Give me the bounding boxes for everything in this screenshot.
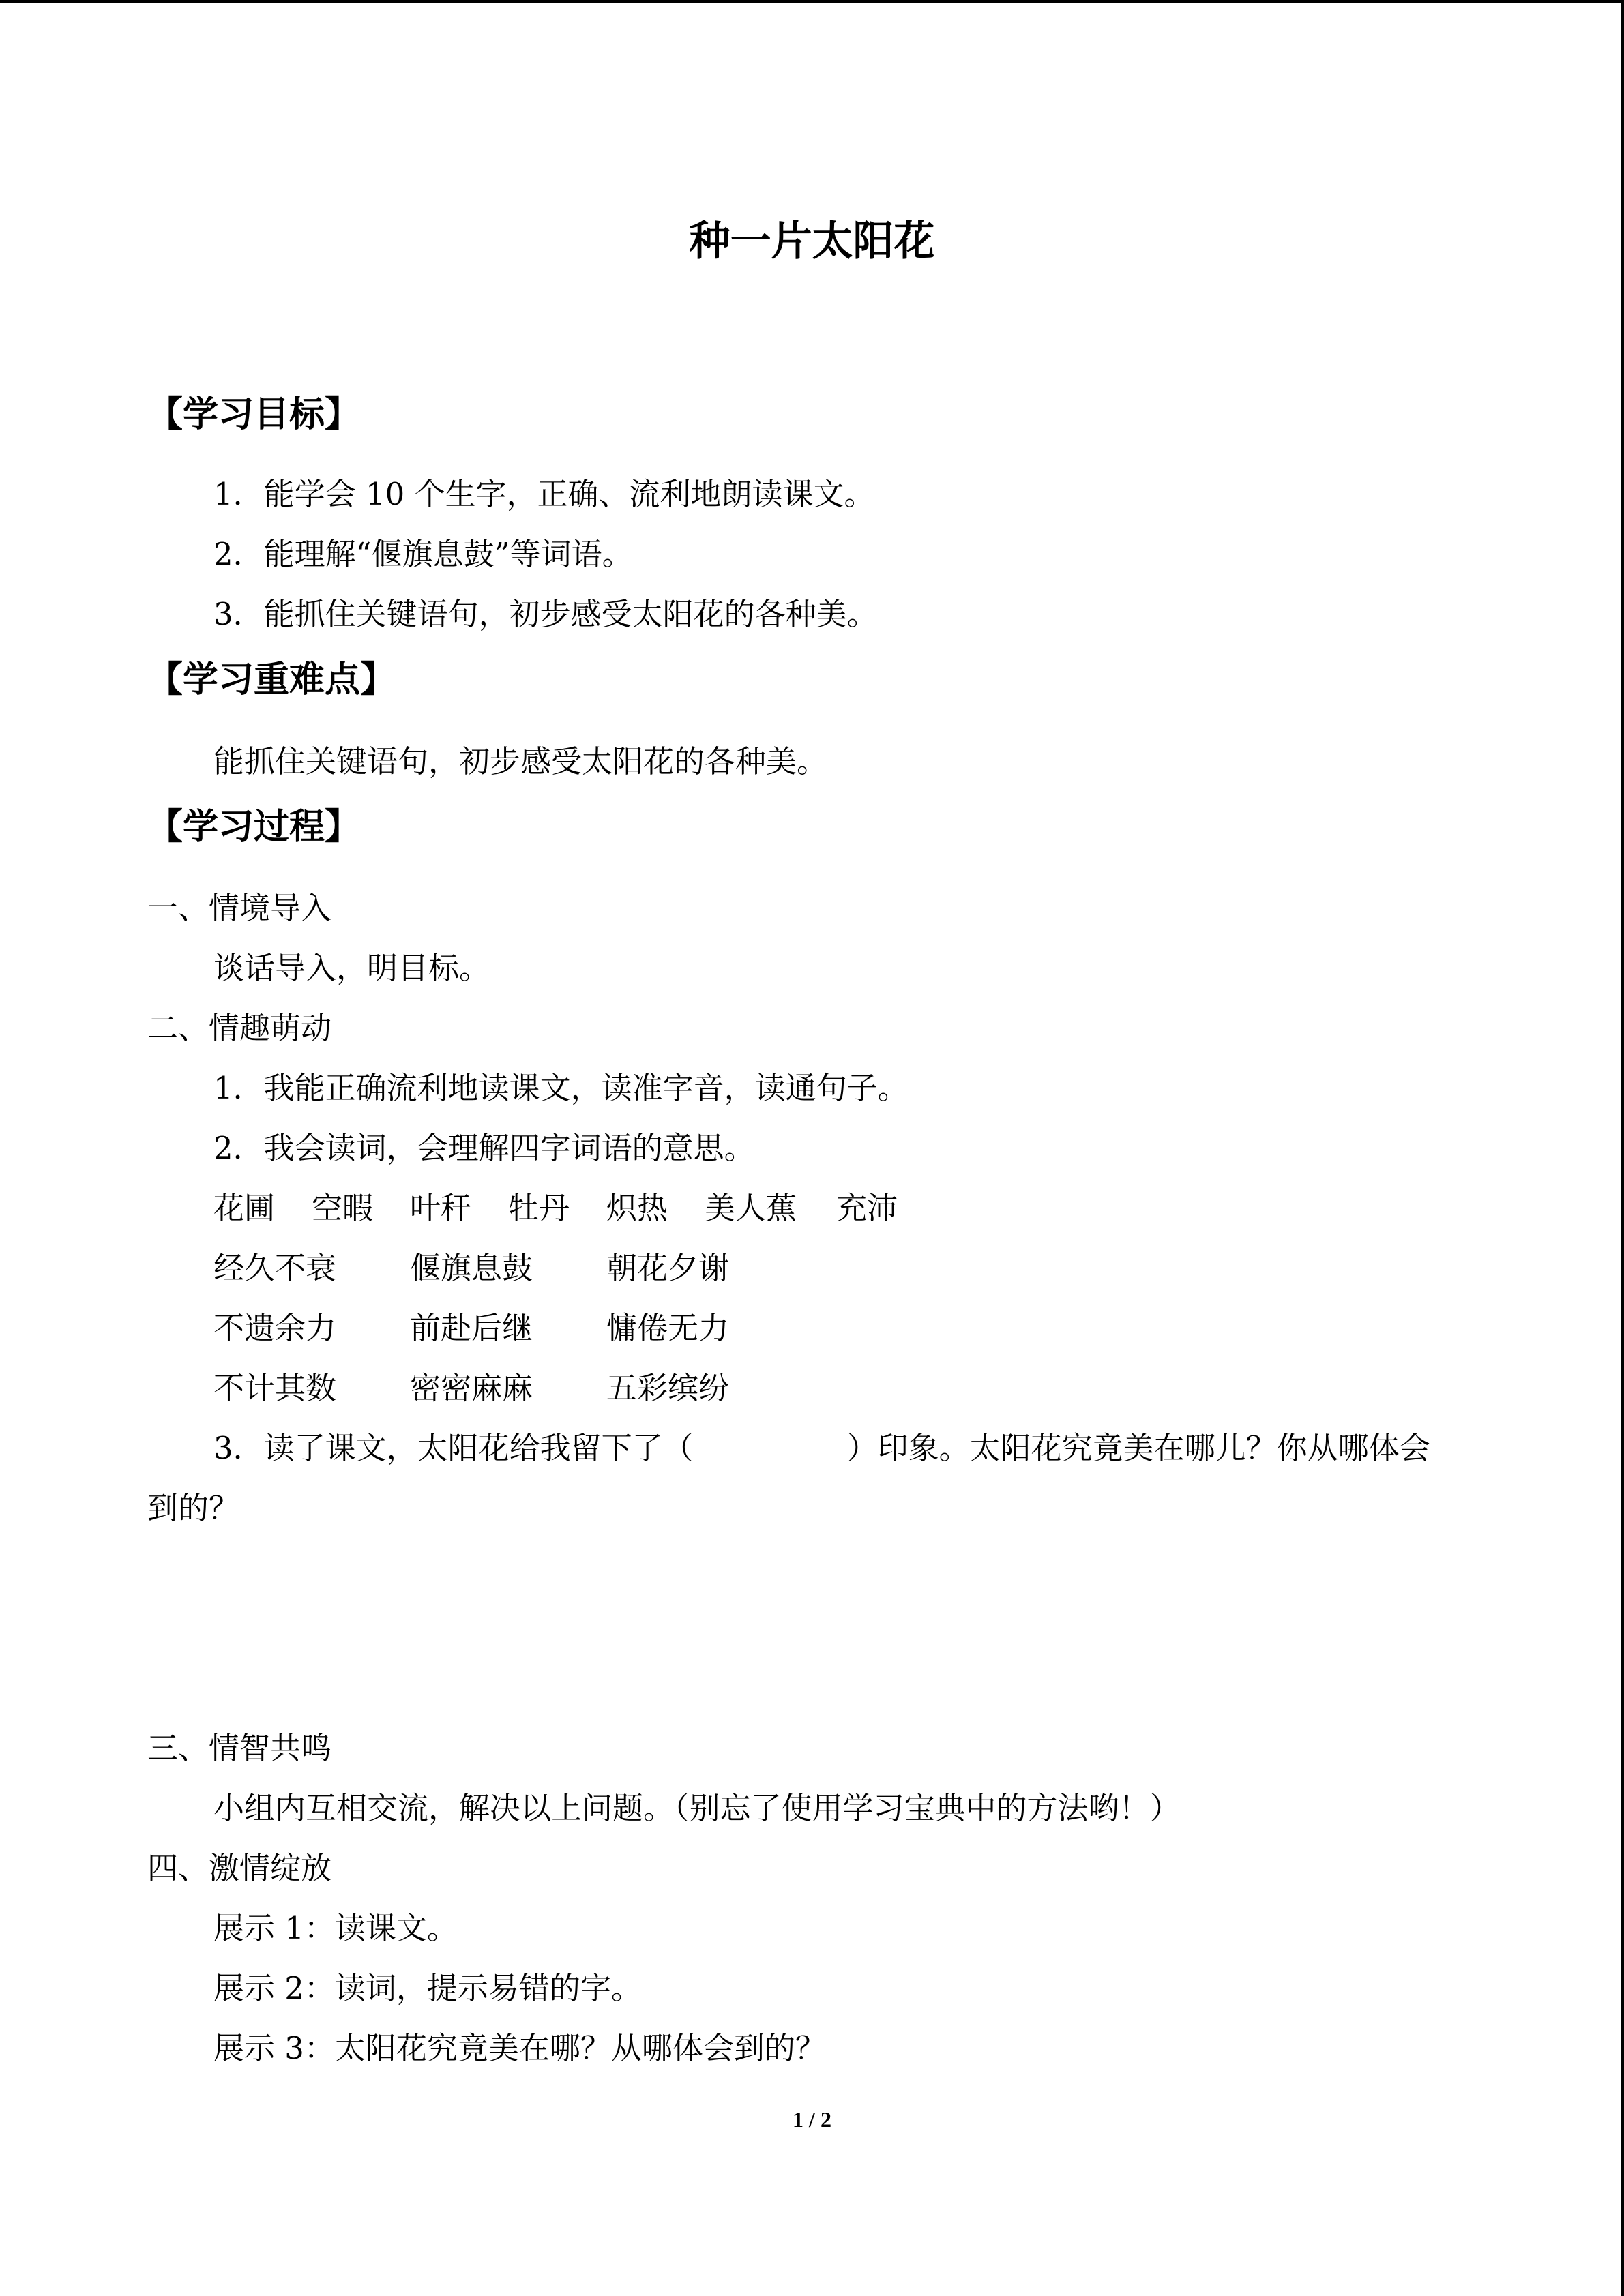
- vocab-idiom: 不遗余力: [213, 1310, 337, 1346]
- step3-text: 小组内互相交流，解决以上问题。（别忘了使用学习宝典中的方法哟！）: [213, 1790, 1181, 1826]
- vocab-idiom: 五彩缤纷: [606, 1370, 730, 1406]
- step2-item-3-continued: 到的？: [147, 1490, 240, 1526]
- step3-title: 三、情智共鸣: [147, 1730, 332, 1766]
- step1-title: 一、情境导入: [147, 890, 332, 926]
- vocab-idiom: 经久不衰: [213, 1250, 337, 1286]
- goal-item-3: 3．能抓住关键语句，初步感受太阳花的各种美。: [213, 596, 878, 632]
- vocab-idiom: 朝花夕谢: [606, 1250, 730, 1286]
- step2-item-2: 2．我会读词，会理解四字词语的意思。: [213, 1130, 755, 1166]
- goal-item-1: 1．能学会 10 个生字，正确、流利地朗读课文。: [213, 476, 875, 512]
- step2-title: 二、情趣萌动: [147, 1010, 332, 1046]
- page-number: 1 / 2: [793, 2107, 831, 2132]
- goal-item-2: 2．能理解“偃旗息鼓”等词语。: [213, 536, 633, 572]
- step4-title: 四、激情绽放: [147, 1850, 332, 1886]
- key-points-text: 能抓住关键语句，初步感受太阳花的各种美。: [213, 743, 828, 779]
- step4-item-3: 展示 3：太阳花究竟美在哪？从哪体会到的？: [213, 2030, 826, 2066]
- page-border-right: [1621, 0, 1624, 2296]
- vocab-word: 炽热: [606, 1190, 668, 1226]
- process-heading: 【学习过程】: [147, 807, 361, 848]
- vocab-idiom: 不计其数: [213, 1370, 337, 1406]
- step4-item-2: 展示 2：读词，提示易错的字。: [213, 1970, 642, 2006]
- vocab-idiom: 慵倦无力: [606, 1310, 730, 1346]
- vocab-idiom: 偃旗息鼓: [410, 1250, 533, 1286]
- page-title: 种一片太阳花: [689, 218, 935, 265]
- vocab-word: 充沛: [836, 1190, 898, 1226]
- key-points-heading: 【学习重难点】: [147, 659, 396, 700]
- vocab-idiom: 密密麻麻: [410, 1370, 533, 1406]
- vocab-word: 空暇: [312, 1190, 374, 1226]
- vocab-word: 牡丹: [508, 1190, 570, 1226]
- vocab-word: 叶秆: [410, 1190, 472, 1226]
- vocab-idiom: 前赴后继: [410, 1310, 533, 1346]
- step4-item-1: 展示 1：读课文。: [213, 1910, 458, 1946]
- goals-heading: 【学习目标】: [147, 394, 361, 435]
- step2-item-3: 3．读了课文，太阳花给我留下了（ ）印象。太阳花究竟美在哪儿？你从哪体会: [213, 1430, 1430, 1466]
- step1-text: 谈话导入，明目标。: [213, 950, 490, 986]
- page-border-top: [0, 0, 1624, 3]
- step2-item-1: 1．我能正确流利地读课文，读准字音，读通句子。: [213, 1070, 909, 1106]
- vocab-word: 花圃: [213, 1190, 276, 1226]
- vocab-word: 美人蕉: [705, 1190, 797, 1226]
